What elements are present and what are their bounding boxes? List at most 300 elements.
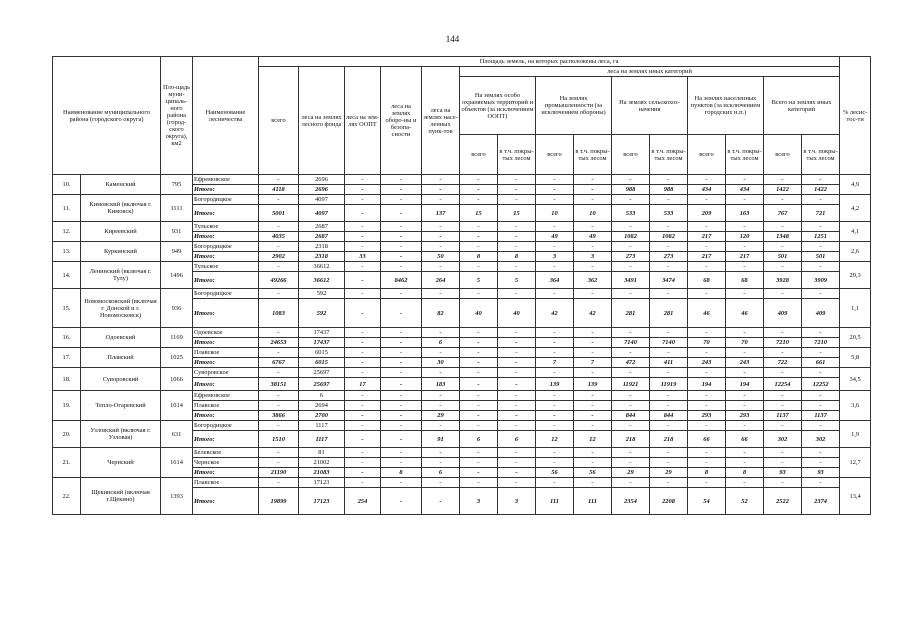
cell-value: - [726,421,764,431]
cell-value: - [498,175,536,185]
forest-cover-percent: 20,5 [840,328,871,348]
district-name: Суворовский [81,368,161,391]
cell-value: - [802,242,840,252]
forestry-name: Белевское [193,448,259,458]
cell-value: 434 [726,185,764,195]
cell-value: - [460,242,498,252]
cell-value: - [422,488,460,515]
cell-value: 2902 [259,252,299,262]
cell-value: - [345,358,381,368]
cell-value: 19899 [259,488,299,515]
cell-value: - [802,222,840,232]
cell-value: - [612,391,650,401]
cell-value: 988 [612,185,650,195]
cell-value: - [460,391,498,401]
cell-value: 3866 [259,411,299,421]
cell-value: 7 [574,358,612,368]
cell-value: - [381,242,422,252]
cell-value: - [536,338,574,348]
cell-value: - [764,328,802,338]
cell-value: - [460,468,498,478]
cell-value: 2696 [299,175,345,185]
cell-value: - [345,368,381,378]
cell-value: 721 [802,205,840,222]
cell-value: 38151 [259,378,299,391]
total-label: Итого: [193,185,259,195]
cell-value: - [345,431,381,448]
sub-total: всего [688,135,726,175]
cell-value: 6 [498,431,536,448]
cell-value: 46 [726,299,764,328]
forestry-name: Богородицкое [193,421,259,431]
cell-value: - [574,262,612,272]
cell-value: - [688,458,726,468]
cell-value: - [726,175,764,185]
cell-value: - [612,368,650,378]
header-group-all-other: Всего на землях иных категорий [764,77,840,135]
cell-value: - [422,185,460,195]
cell-value: - [650,368,688,378]
sub-total: всего [764,135,802,175]
cell-value: - [802,478,840,488]
cell-value: - [460,175,498,185]
cell-value: 1137 [764,411,802,421]
cell-value: - [460,458,498,468]
cell-value: - [650,478,688,488]
cell-value: - [650,458,688,468]
cell-value: - [259,478,299,488]
table-row [53,175,871,185]
cell-value: 6 [422,468,460,478]
cell-value: 767 [764,205,802,222]
cell-value: - [536,458,574,468]
cell-value: 722 [764,358,802,368]
forest-area-table [52,56,871,515]
district-area: 1614 [161,448,193,478]
cell-value: - [726,448,764,458]
cell-value: - [764,222,802,232]
cell-value: 29 [422,411,460,421]
forest-cover-percent: 2,6 [840,242,871,262]
cell-value: - [650,289,688,299]
forestry-name: Тульское [193,262,259,272]
cell-value: - [574,328,612,338]
row-number: 18. [53,368,81,391]
row-number: 22. [53,478,81,515]
cell-value: - [536,289,574,299]
forestry-name: Плавское [193,348,259,358]
cell-value: - [460,421,498,431]
cell-value: - [726,368,764,378]
cell-value: 93 [764,468,802,478]
row-number: 12. [53,222,81,242]
cell-value: - [802,401,840,411]
cell-value: - [650,242,688,252]
cell-value: 661 [802,358,840,368]
cell-value: - [259,195,299,205]
cell-value: - [498,358,536,368]
cell-value: - [345,411,381,421]
cell-value: - [422,175,460,185]
cell-value: 42 [536,299,574,328]
cell-value: - [688,391,726,401]
cell-value: 8 [726,468,764,478]
cell-value: - [498,222,536,232]
cell-value: - [536,448,574,458]
cell-value: 66 [726,431,764,448]
cell-value: - [381,289,422,299]
cell-value: - [574,222,612,232]
forestry-name: Тульское [193,222,259,232]
cell-value: 1348 [764,232,802,242]
cell-value: 4097 [299,205,345,222]
cell-value: - [536,328,574,338]
cell-value: - [345,421,381,431]
cell-value: - [574,411,612,421]
cell-value: 17123 [299,488,345,515]
cell-value: - [802,391,840,401]
header-other-categories: леса на землях иных категорий [460,67,840,77]
cell-value: 218 [612,431,650,448]
cell-value: 25697 [299,378,345,391]
cell-value: 49 [574,232,612,242]
district-name: Узловский (включая г. Узловая) [81,421,161,448]
cell-value: - [422,478,460,488]
cell-value: 2694 [299,401,345,411]
cell-value: - [381,401,422,411]
cell-value: - [764,289,802,299]
cell-value: - [460,185,498,195]
cell-value: 194 [688,378,726,391]
total-label: Итого: [193,411,259,421]
cell-value: 42 [574,299,612,328]
cell-value: - [498,328,536,338]
table-row [53,421,871,431]
forestry-name: Чернское [193,458,259,468]
cell-value: 243 [688,358,726,368]
table-row [53,478,871,488]
cell-value: - [381,205,422,222]
cell-value: - [422,458,460,468]
cell-value: - [381,338,422,348]
forest-cover-percent: 3,6 [840,391,871,421]
cell-value: - [536,175,574,185]
cell-value: 592 [299,299,345,328]
cell-value: 2700 [299,411,345,421]
sub-covered: в т.ч. покры-тых лесом [574,135,612,175]
cell-value: - [498,185,536,195]
cell-value: - [802,289,840,299]
cell-value: 1117 [299,431,345,448]
cell-value: 218 [650,431,688,448]
cell-value: - [460,378,498,391]
cell-value: - [498,338,536,348]
cell-value: - [345,391,381,401]
cell-value: 82 [422,299,460,328]
cell-value: - [764,391,802,401]
district-name: Куркинский [81,242,161,262]
cell-value: - [381,378,422,391]
cell-value: - [345,348,381,358]
table-header [53,57,871,175]
cell-value: - [345,468,381,478]
cell-value: 7210 [764,338,802,348]
cell-value: - [498,289,536,299]
cell-value: - [612,328,650,338]
cell-value: - [688,478,726,488]
table-row [53,289,871,299]
forestry-name: Ефремовское [193,175,259,185]
cell-value: - [345,262,381,272]
cell-value: - [345,289,381,299]
cell-value: 8 [460,252,498,262]
cell-value: - [422,421,460,431]
cell-value: - [802,348,840,358]
forest-cover-percent: 34,5 [840,368,871,391]
total-label: Итого: [193,338,259,348]
cell-value: - [259,328,299,338]
district-name: Киреевский [81,222,161,242]
cell-value: - [345,205,381,222]
cell-value: - [688,448,726,458]
cell-value: 2208 [650,488,688,515]
total-label: Итого: [193,252,259,262]
header-group-villages: На землях населенных пунктов (за исключением городских н.п.) [688,77,764,135]
cell-value: - [574,348,612,358]
cell-value: 1422 [802,185,840,195]
cell-value: - [688,328,726,338]
cell-value: 36612 [299,262,345,272]
cell-value: 1510 [259,431,299,448]
cell-value: - [381,488,422,515]
sub-covered: в т.ч. покры-тых лесом [726,135,764,175]
cell-value: - [764,401,802,411]
cell-value: - [764,421,802,431]
cell-value: 501 [802,252,840,262]
header-top-title: Площадь земель, на которых расположены леса, га [259,57,840,67]
header-settlements: леса на землях насе-ленных пунк-тов [422,67,460,175]
cell-value: - [498,421,536,431]
cell-value: 70 [688,338,726,348]
cell-value: - [259,289,299,299]
cell-value: 217 [688,252,726,262]
cell-value: - [381,232,422,242]
row-number: 10. [53,175,81,195]
cell-value: - [259,242,299,252]
cell-value: - [764,195,802,205]
cell-value: - [381,478,422,488]
cell-value: - [536,391,574,401]
cell-value: - [802,328,840,338]
cell-value: - [345,478,381,488]
cell-value: - [345,222,381,232]
cell-value: 2687 [299,222,345,232]
cell-value: 3928 [764,272,802,289]
table-row [53,262,871,272]
cell-value: 17437 [299,338,345,348]
cell-value: - [381,175,422,185]
cell-value: 111 [574,488,612,515]
cell-value: - [536,368,574,378]
cell-value: 12 [536,431,574,448]
cell-value: - [726,195,764,205]
cell-value: 15 [460,205,498,222]
cell-value: 56 [536,468,574,478]
cell-value: - [422,222,460,232]
cell-value: - [726,458,764,468]
cell-value: - [345,338,381,348]
district-area: 1025 [161,348,193,368]
cell-value: - [422,448,460,458]
cell-value: 243 [726,358,764,368]
cell-value: - [574,421,612,431]
cell-value: 5001 [259,205,299,222]
cell-value: 36612 [299,272,345,289]
cell-value: - [381,348,422,358]
cell-value: 68 [688,272,726,289]
cell-value: 3491 [612,272,650,289]
cell-value: 50 [422,252,460,262]
cell-value: 111 [536,488,574,515]
cell-value: - [764,262,802,272]
cell-value: - [498,391,536,401]
row-number: 20. [53,421,81,448]
cell-value: 364 [536,272,574,289]
total-label: Итого: [193,468,259,478]
cell-value: 988 [650,185,688,195]
row-number: 13. [53,242,81,262]
cell-value: - [688,222,726,232]
cell-value: - [422,232,460,242]
cell-value: - [498,242,536,252]
cell-value: - [345,232,381,242]
header-forestry: Наименование лесничества [193,57,259,175]
cell-value: - [259,421,299,431]
cell-value: - [345,185,381,195]
cell-value: - [498,262,536,272]
cell-value: - [381,185,422,195]
cell-value: 17 [345,378,381,391]
cell-value: - [422,289,460,299]
cell-value: 209 [688,205,726,222]
cell-value: - [574,289,612,299]
cell-value: 29 [650,468,688,478]
cell-value: - [650,262,688,272]
header-oopt: леса на зем-лях ООПТ [345,67,381,175]
cell-value: - [726,242,764,252]
cell-value: - [259,175,299,185]
cell-value: - [259,368,299,378]
cell-value: 3 [536,252,574,262]
cell-value: 93 [802,468,840,478]
cell-value: 592 [299,289,345,299]
cell-value: - [802,421,840,431]
cell-value: - [498,378,536,391]
cell-value: 21002 [299,458,345,468]
cell-value: - [498,478,536,488]
cell-value: - [650,222,688,232]
district-area: 1014 [161,391,193,421]
total-label: Итого: [193,358,259,368]
cell-value: - [381,448,422,458]
cell-value: 281 [650,299,688,328]
district-area: 795 [161,175,193,195]
cell-value: 40 [498,299,536,328]
cell-value: - [259,391,299,401]
cell-value: 7 [536,358,574,368]
cell-value: 183 [422,378,460,391]
cell-value: 120 [726,232,764,242]
cell-value: - [460,448,498,458]
cell-value: - [381,299,422,328]
cell-value: 68 [726,272,764,289]
cell-value: - [460,401,498,411]
cell-value: - [345,272,381,289]
cell-value: 3 [460,488,498,515]
cell-value: - [612,262,650,272]
cell-value: - [259,458,299,468]
cell-value: - [381,252,422,262]
cell-value: 30 [422,358,460,368]
cell-value: - [726,289,764,299]
district-name: Тепло-Огаревский [81,391,161,421]
cell-value: 7210 [802,338,840,348]
cell-value: - [536,348,574,358]
cell-value: - [612,458,650,468]
cell-value: 46 [688,299,726,328]
cell-value: 5 [460,272,498,289]
cell-value: - [764,368,802,378]
cell-value: 6 [460,431,498,448]
district-area: 949 [161,242,193,262]
cell-value: - [688,262,726,272]
cell-value: 3474 [650,272,688,289]
cell-value: - [381,262,422,272]
cell-value: 11921 [612,378,650,391]
cell-value: - [498,348,536,358]
cell-value: 12254 [764,378,802,391]
row-number: 16. [53,328,81,348]
cell-value: - [381,195,422,205]
cell-value: 81 [299,448,345,458]
cell-value: - [574,458,612,468]
cell-value: - [422,391,460,401]
cell-value: 434 [688,185,726,195]
cell-value: - [498,448,536,458]
cell-value: - [650,175,688,185]
cell-value: - [381,431,422,448]
cell-value: - [460,289,498,299]
cell-value: - [381,421,422,431]
cell-value: - [688,368,726,378]
cell-value: 7140 [650,338,688,348]
cell-value: - [764,348,802,358]
total-label: Итого: [193,272,259,289]
cell-value: - [612,289,650,299]
cell-value: - [345,458,381,468]
district-area: 1066 [161,368,193,391]
cell-value: - [381,368,422,378]
cell-value: 33 [345,252,381,262]
forest-cover-percent: 12,7 [840,448,871,478]
cell-value: 2696 [299,185,345,195]
cell-value: 273 [650,252,688,262]
cell-value: 12 [574,431,612,448]
cell-value: 70 [726,338,764,348]
cell-value: - [650,348,688,358]
cell-value: 8462 [381,272,422,289]
cell-value: 6015 [299,348,345,358]
